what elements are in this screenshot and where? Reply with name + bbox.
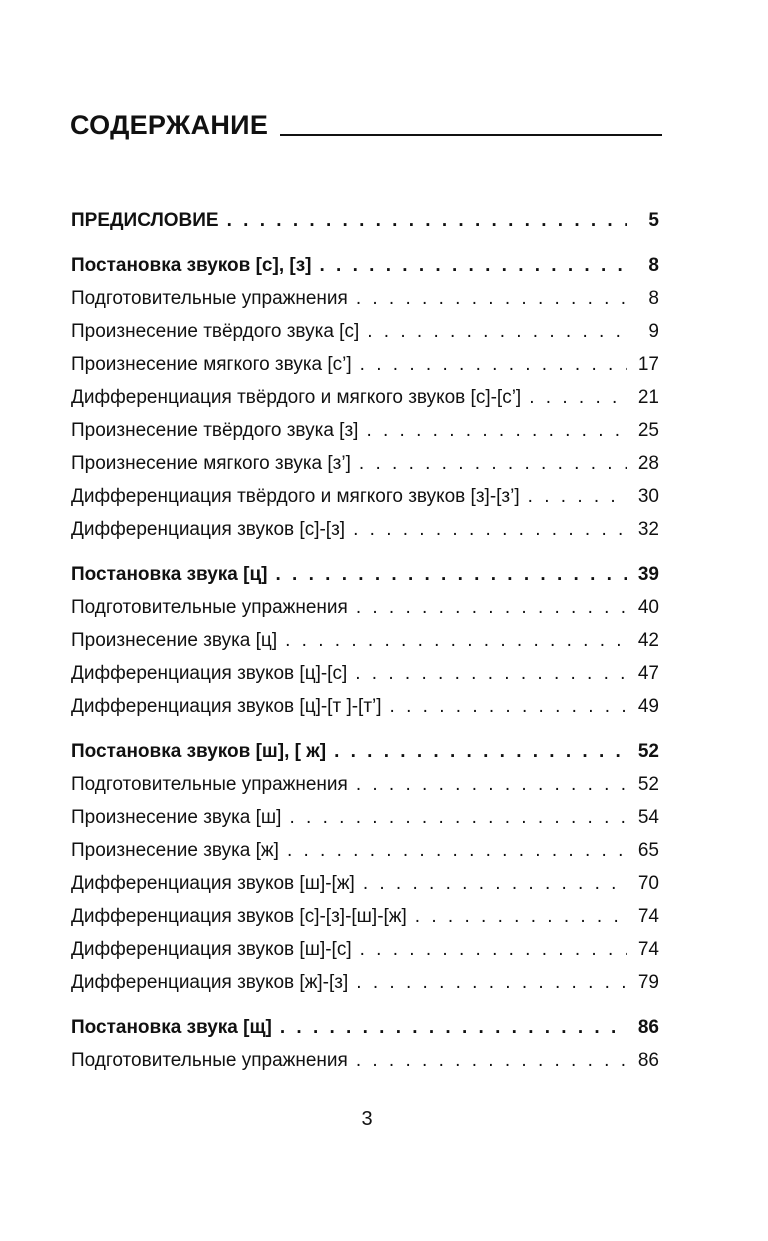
toc-entry-page: 74 <box>637 939 659 960</box>
dot-leader <box>320 249 628 282</box>
toc-entry[interactable] <box>71 447 659 480</box>
toc-entry-page: 70 <box>637 873 659 894</box>
toc-entry-label: Произнесение твёрдого звука [с] <box>71 321 360 342</box>
toc-entry[interactable] <box>71 624 659 657</box>
toc-section-heading-page: 39 <box>637 564 659 585</box>
toc-section-heading[interactable] <box>71 1011 659 1044</box>
toc-entry-page: 49 <box>637 696 659 717</box>
toc-section <box>71 249 659 546</box>
toc-entry-label: Произнесение мягкого звука [с’] <box>71 354 352 375</box>
toc-entry-page: 25 <box>637 420 659 441</box>
toc-entry-page: 30 <box>637 486 659 507</box>
toc-entry[interactable] <box>71 414 659 447</box>
toc-entry-label: Дифференциация звуков [ш]-[с] <box>71 939 352 960</box>
toc-entry-label: Дифференциация звуков [ц]-[с] <box>71 663 348 684</box>
toc-entry[interactable] <box>71 801 659 834</box>
page-number: 3 <box>361 1108 373 1130</box>
toc-entry-label: Произнесение звука [ж] <box>71 840 279 861</box>
toc-entry[interactable] <box>71 315 659 348</box>
toc-entry-page: 79 <box>637 972 659 993</box>
toc-entry[interactable] <box>71 768 659 801</box>
toc-entry[interactable] <box>71 480 659 513</box>
dot-leader <box>280 1011 627 1044</box>
dot-leader <box>289 801 627 834</box>
dot-leader <box>356 591 627 624</box>
dot-leader <box>366 414 627 447</box>
toc-entry[interactable] <box>71 591 659 624</box>
dot-leader <box>356 1044 627 1077</box>
toc-entry-page: 9 <box>648 321 659 342</box>
toc-section-heading-page: 52 <box>637 741 659 762</box>
dot-leader <box>275 558 627 591</box>
toc-entry-label: Дифференциация звуков [с]-[з]-[ш]-[ж] <box>71 906 407 927</box>
toc-section <box>71 735 659 999</box>
toc-section-heading-page: 86 <box>637 1017 659 1038</box>
toc-entry-page: 54 <box>637 807 659 828</box>
dot-leader <box>353 513 627 546</box>
toc-section-heading[interactable] <box>71 558 659 591</box>
toc-entry-page: 47 <box>637 663 659 684</box>
toc-entry[interactable] <box>71 513 659 546</box>
dot-leader <box>227 204 627 237</box>
toc-entry-label: Дифференциация звуков [с]-[з] <box>71 519 346 540</box>
toc-section-heading-label: Постановка звуков [ш], [ ж] <box>71 741 327 762</box>
toc-entry-page: 52 <box>637 774 659 795</box>
dot-leader <box>390 690 627 723</box>
toc-entry-page: 8 <box>648 288 659 309</box>
toc-entry-label: Подготовительные упражнения <box>71 774 348 795</box>
toc-entry[interactable] <box>71 867 659 900</box>
toc-entry-page: 17 <box>637 354 659 375</box>
title-underline <box>280 134 662 136</box>
toc-section <box>71 1011 659 1077</box>
toc-entry-page: 86 <box>637 1050 659 1071</box>
toc-section <box>71 204 659 237</box>
toc-section-heading-page: 5 <box>648 210 659 231</box>
dot-leader <box>334 735 627 768</box>
dot-leader <box>415 900 627 933</box>
toc-entry-label: Произнесение звука [ш] <box>71 807 282 828</box>
toc-entry-label: Дифференциация звуков [ш]-[ж] <box>71 873 355 894</box>
toc-entry[interactable] <box>71 1044 659 1077</box>
dot-leader <box>356 282 627 315</box>
toc-entry-page: 32 <box>637 519 659 540</box>
dot-leader <box>360 933 627 966</box>
dot-leader <box>355 657 627 690</box>
dot-leader <box>356 768 627 801</box>
toc-entry-label: Подготовительные упражнения <box>71 288 348 309</box>
toc-section-heading[interactable] <box>71 735 659 768</box>
toc-entry-page: 21 <box>637 387 659 408</box>
dot-leader <box>367 315 627 348</box>
toc-entry[interactable] <box>71 933 659 966</box>
table-of-contents <box>71 204 659 1089</box>
contents-heading <box>70 108 662 142</box>
dot-leader <box>287 834 627 867</box>
dot-leader <box>359 447 627 480</box>
toc-entry[interactable] <box>71 282 659 315</box>
toc-section-heading-page: 8 <box>648 255 659 276</box>
page-title: СОДЕРЖАНИЕ <box>70 110 269 140</box>
toc-section <box>71 558 659 723</box>
dot-leader <box>363 867 627 900</box>
toc-entry-page: 42 <box>637 630 659 651</box>
dot-leader <box>356 966 627 999</box>
toc-entry-page: 65 <box>637 840 659 861</box>
toc-entry-label: Дифференциация звуков [ж]-[з] <box>71 972 349 993</box>
toc-entry[interactable] <box>71 834 659 867</box>
toc-entry[interactable] <box>71 348 659 381</box>
toc-section-heading-label: ПРЕДИСЛОВИЕ <box>71 210 219 231</box>
toc-entry-label: Произнесение мягкого звука [з’] <box>71 453 351 474</box>
toc-entry-label: Дифференциация твёрдого и мягкого звуков [з]-[з’] <box>71 486 520 507</box>
dot-leader <box>285 624 627 657</box>
toc-entry-label: Произнесение звука [ц] <box>71 630 278 651</box>
toc-entry-label: Дифференциация твёрдого и мягкого звуков [с]-[с’] <box>71 387 522 408</box>
dot-leader <box>528 480 627 513</box>
toc-entry[interactable] <box>71 381 659 414</box>
toc-entry-label: Подготовительные упражнения <box>71 1050 348 1071</box>
toc-section-heading[interactable] <box>71 249 659 282</box>
toc-entry[interactable] <box>71 966 659 999</box>
toc-entry-page: 74 <box>637 906 659 927</box>
toc-entry-label: Подготовительные упражнения <box>71 597 348 618</box>
dot-leader <box>529 381 627 414</box>
toc-section-heading-label: Постановка звука [щ] <box>71 1017 272 1038</box>
toc-section-heading-label: Постановка звуков [с], [з] <box>71 255 312 276</box>
toc-section-heading-label: Постановка звука [ц] <box>71 564 268 585</box>
toc-section-heading[interactable] <box>71 204 659 237</box>
toc-entry-label: Дифференциация звуков [ц]-[т ]-[т’] <box>71 696 382 717</box>
toc-entry-page: 40 <box>637 597 659 618</box>
toc-entry[interactable] <box>71 657 659 690</box>
toc-entry-page: 28 <box>637 453 659 474</box>
toc-entry[interactable] <box>71 900 659 933</box>
toc-entry-label: Произнесение твёрдого звука [з] <box>71 420 359 441</box>
toc-entry[interactable] <box>71 690 659 723</box>
dot-leader <box>360 348 627 381</box>
